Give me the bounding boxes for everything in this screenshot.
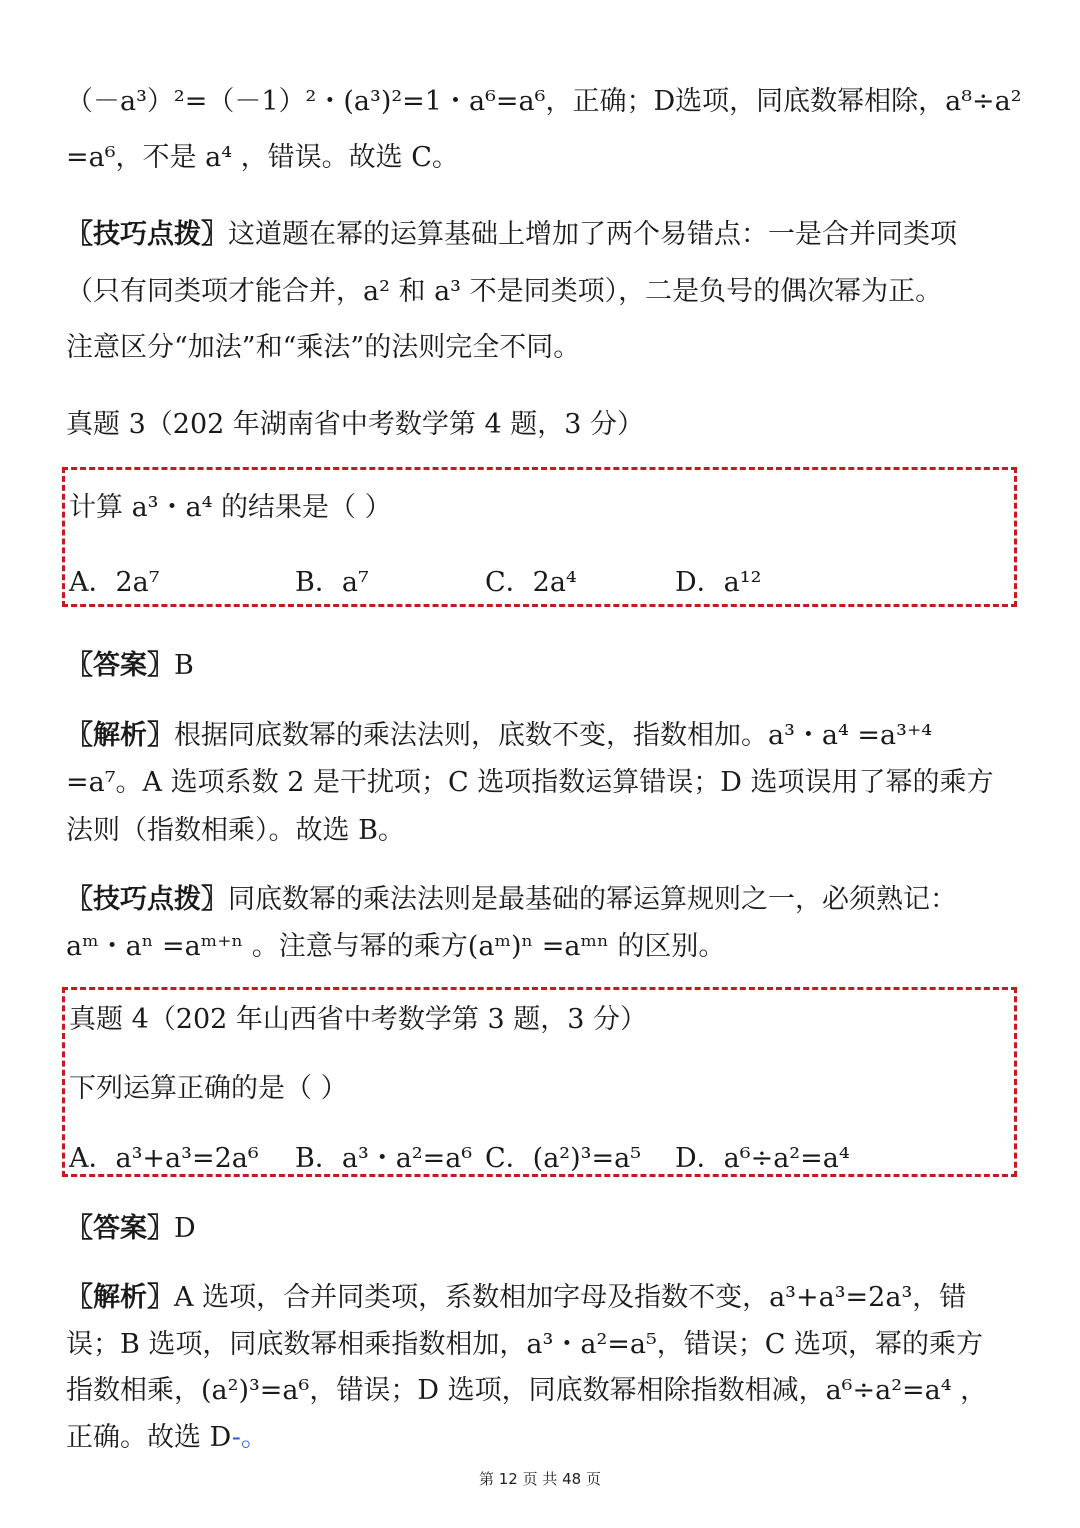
- question-4-box: [62, 987, 1017, 1177]
- tip-2-line-1: [66, 219, 957, 251]
- solution-3-line-3: 法则（指数相乘）。故选 B。: [66, 815, 405, 846]
- answer-4: [66, 1213, 196, 1245]
- tip-2-line-3: 注意区分“加法”和“乘法”的法则完全不同。: [66, 332, 581, 363]
- question-3-option-d: D．a¹²: [675, 567, 762, 598]
- tip-tag: 〖技巧点拨〗: [66, 219, 228, 250]
- solution-4-line-1: [66, 1282, 966, 1314]
- question-4-option-b: B．a³・a²=a⁶: [295, 1143, 473, 1174]
- solution-3-line-1: [66, 720, 932, 752]
- tip-3-line-1: [66, 884, 957, 916]
- question-3-option-b: B．a⁷: [295, 567, 369, 598]
- solution-2-line-2: =a⁶，不是 a⁴ ，错误。故选 C。: [66, 142, 459, 173]
- question-4-option-d: D．a⁶÷a²=a⁴: [675, 1143, 850, 1174]
- solution-4-text-end: 正确。故选 D: [66, 1422, 232, 1453]
- solution-4-line-4: [66, 1422, 268, 1454]
- tip-3-text: 同底数幂的乘法法则是最基础的幂运算规则之一，必须熟记：: [228, 884, 957, 915]
- tip-tag: 〖技巧点拨〗: [66, 884, 228, 915]
- tip-2-text: 这道题在幂的运算基础上增加了两个易错点：一是合并同类项: [228, 219, 957, 250]
- question-3-stem: 计算 a³・a⁴ 的结果是（ ）: [69, 492, 392, 523]
- question-3-title: 真题 3（202 年湖南省中考数学第 4 题，3 分）: [66, 409, 644, 440]
- answer-4-value: D: [174, 1213, 196, 1244]
- question-3-box: [62, 467, 1017, 607]
- question-3-option-c: C．2a⁴: [485, 567, 577, 598]
- solution-3-line-2: =a⁷。A 选项系数 2 是干扰项；C 选项指数运算错误；D 选项误用了幂的乘方: [66, 767, 994, 798]
- solution-4-line-3: 指数相乘，(a²)³=a⁶，错误；D 选项，同底数幂相除指数相减，a⁶÷a²=a⁴ ，: [66, 1375, 988, 1406]
- solution-3-text: 根据同底数幂的乘法法则，底数不变，指数相加。a³・a⁴ =a³⁺⁴: [174, 720, 933, 751]
- solution-4-text: A 选项，合并同类项，系数相加字母及指数不变，a³+a³=2a³，错: [174, 1282, 967, 1313]
- tip-2-line-2: （只有同类项才能合并，a² 和 a³ 不是同类项），二是负号的偶次幂为正。: [66, 276, 943, 307]
- question-4-option-a: A．a³+a³=2a⁶: [69, 1143, 259, 1174]
- solution-4-line-2: 误；B 选项，同底数幂相乘指数相加，a³・a²=a⁵，错误；C 选项，幂的乘方: [66, 1329, 984, 1360]
- question-4-option-c: C．(a²)³=a⁵: [485, 1143, 642, 1174]
- question-4-title: 真题 4（202 年山西省中考数学第 3 题，3 分）: [69, 1004, 647, 1035]
- answer-3: [66, 650, 194, 682]
- solution-tag: 〖解析〗: [66, 1282, 174, 1313]
- solution-tag: 〖解析〗: [66, 720, 174, 751]
- question-3-option-a: A．2a⁷: [69, 567, 160, 598]
- question-4-stem: 下列运算正确的是（ ）: [69, 1073, 348, 1104]
- answer-tag: 〖答案〗: [66, 650, 174, 681]
- solution-2-line-1: （－a³）²=（－1）²・(a³)²=1・a⁶=a⁶，正确；D选项，同底数幂相除，a⁸÷a²: [66, 86, 1022, 117]
- answer-tag: 〖答案〗: [66, 1213, 174, 1244]
- answer-3-value: B: [174, 650, 194, 681]
- tip-3-line-2: aᵐ・aⁿ =aᵐ⁺ⁿ 。注意与幂的乘方(aᵐ)ⁿ =aᵐⁿ 的区别。: [66, 931, 726, 962]
- solution-4-blue-mark: -。: [231, 1422, 268, 1453]
- page-footer: 第 12 页 共 48 页: [478, 1470, 601, 1488]
